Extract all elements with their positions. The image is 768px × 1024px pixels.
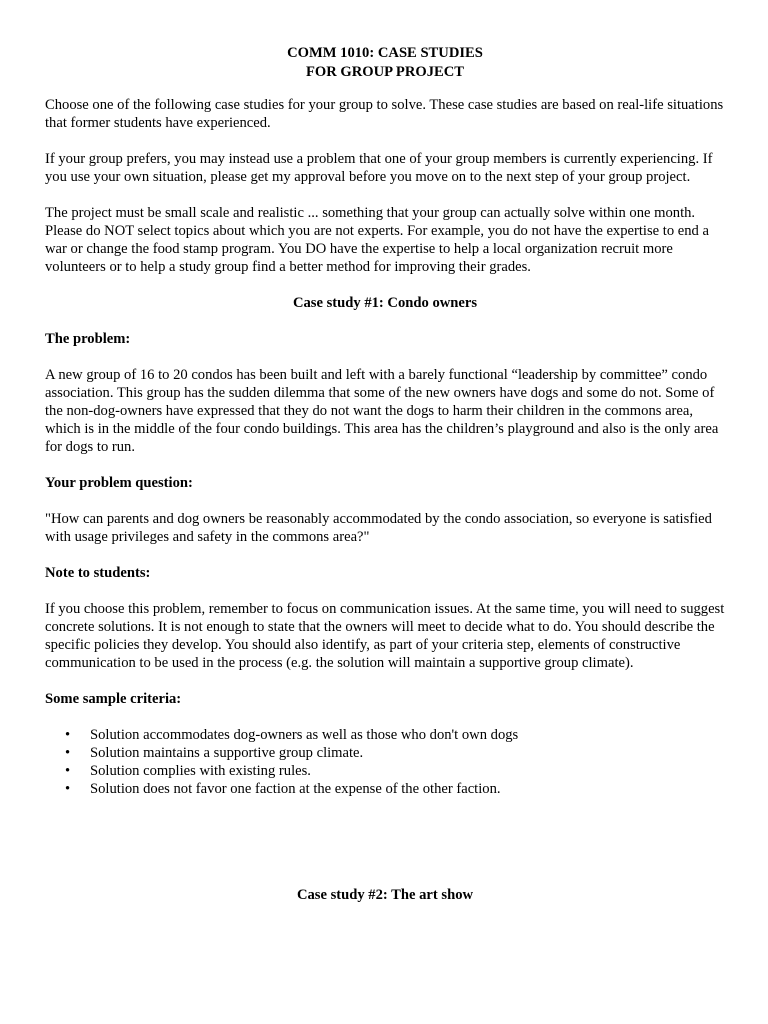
bullet-icon: • (65, 727, 71, 743)
case1-question-text: "How can parents and dog owners be reasonably accommodated by the condo association, so everyone is satisfied with usage privileges and safety in the commons area?" (45, 511, 712, 545)
case2-heading: Case study #2: The art show (296, 887, 474, 903)
criteria-text: Solution accommodates dog-owners as well as those who don't own dogs (90, 727, 519, 743)
bullet-icon: • (65, 763, 71, 779)
case1-note-text: If you choose this problem, remember to focus on communication issues. At the same time, you will need to suggest concrete solutions. It is not enough to state that the owners will meet to decide what to do. You should describe the specific policies they develop. You should also identify, as part of your criteria step, elements of constructive communication to be used in the process (e.g. the solution will maintain a supportive group climate). (45, 601, 725, 671)
case1-problem-heading: The problem: (45, 331, 131, 347)
list-item (45, 726, 725, 744)
criteria-text: Solution maintains a supportive group climate. (90, 745, 364, 761)
intro-paragraph-2: If your group prefers, you may instead use a problem that one of your group members is currently experiencing. If you use your own situation, please get my approval before you move on to the next step of your group project. (45, 151, 713, 185)
case1-note-heading: Note to students: (45, 565, 151, 581)
list-item (45, 762, 725, 780)
criteria-text: Solution complies with existing rules. (90, 763, 311, 779)
spacer (45, 798, 725, 886)
list-item (45, 744, 725, 762)
case1-criteria-heading: Some sample criteria: (45, 691, 182, 707)
document-page (45, 44, 725, 922)
title-line-2: FOR GROUP PROJECT (305, 64, 465, 80)
intro-paragraph-3: The project must be small scale and realistic ... something that your group can actually solve within one month. Please do NOT select topics about which you are not experts. For example, you do not have the expertise to end a war or change the food stamp program. You DO have the expertise to help a local organization recruit more volunteers or to help a study group find a better method for improving their grades. (45, 205, 709, 275)
case1-heading: Case study #1: Condo owners (292, 295, 478, 311)
intro-paragraph-1: Choose one of the following case studies for your group to solve. These case studies are based on real-life situations that former students have experienced. (45, 97, 724, 131)
criteria-text: Solution does not favor one faction at the expense of the other faction. (90, 781, 501, 797)
title-line-1: COMM 1010: CASE STUDIES (287, 45, 483, 61)
case1-criteria-list (45, 726, 725, 798)
case1-question-heading: Your problem question: (45, 475, 193, 491)
bullet-icon: • (65, 781, 71, 797)
bullet-icon: • (65, 745, 71, 761)
document-title (45, 44, 725, 82)
case1-problem-text: A new group of 16 to 20 condos has been built and left with a barely functional “leadership by committee” condo association. This group has the sudden dilemma that some of the new owners have dogs and some do not. Some of the non-dog-owners have expressed that they do not want the dogs to harm their children in the commons area, which is in the middle of the four condo buildings. This area has the children’s playground and also is the only area for dogs to run. (45, 367, 719, 455)
list-item (45, 780, 725, 798)
